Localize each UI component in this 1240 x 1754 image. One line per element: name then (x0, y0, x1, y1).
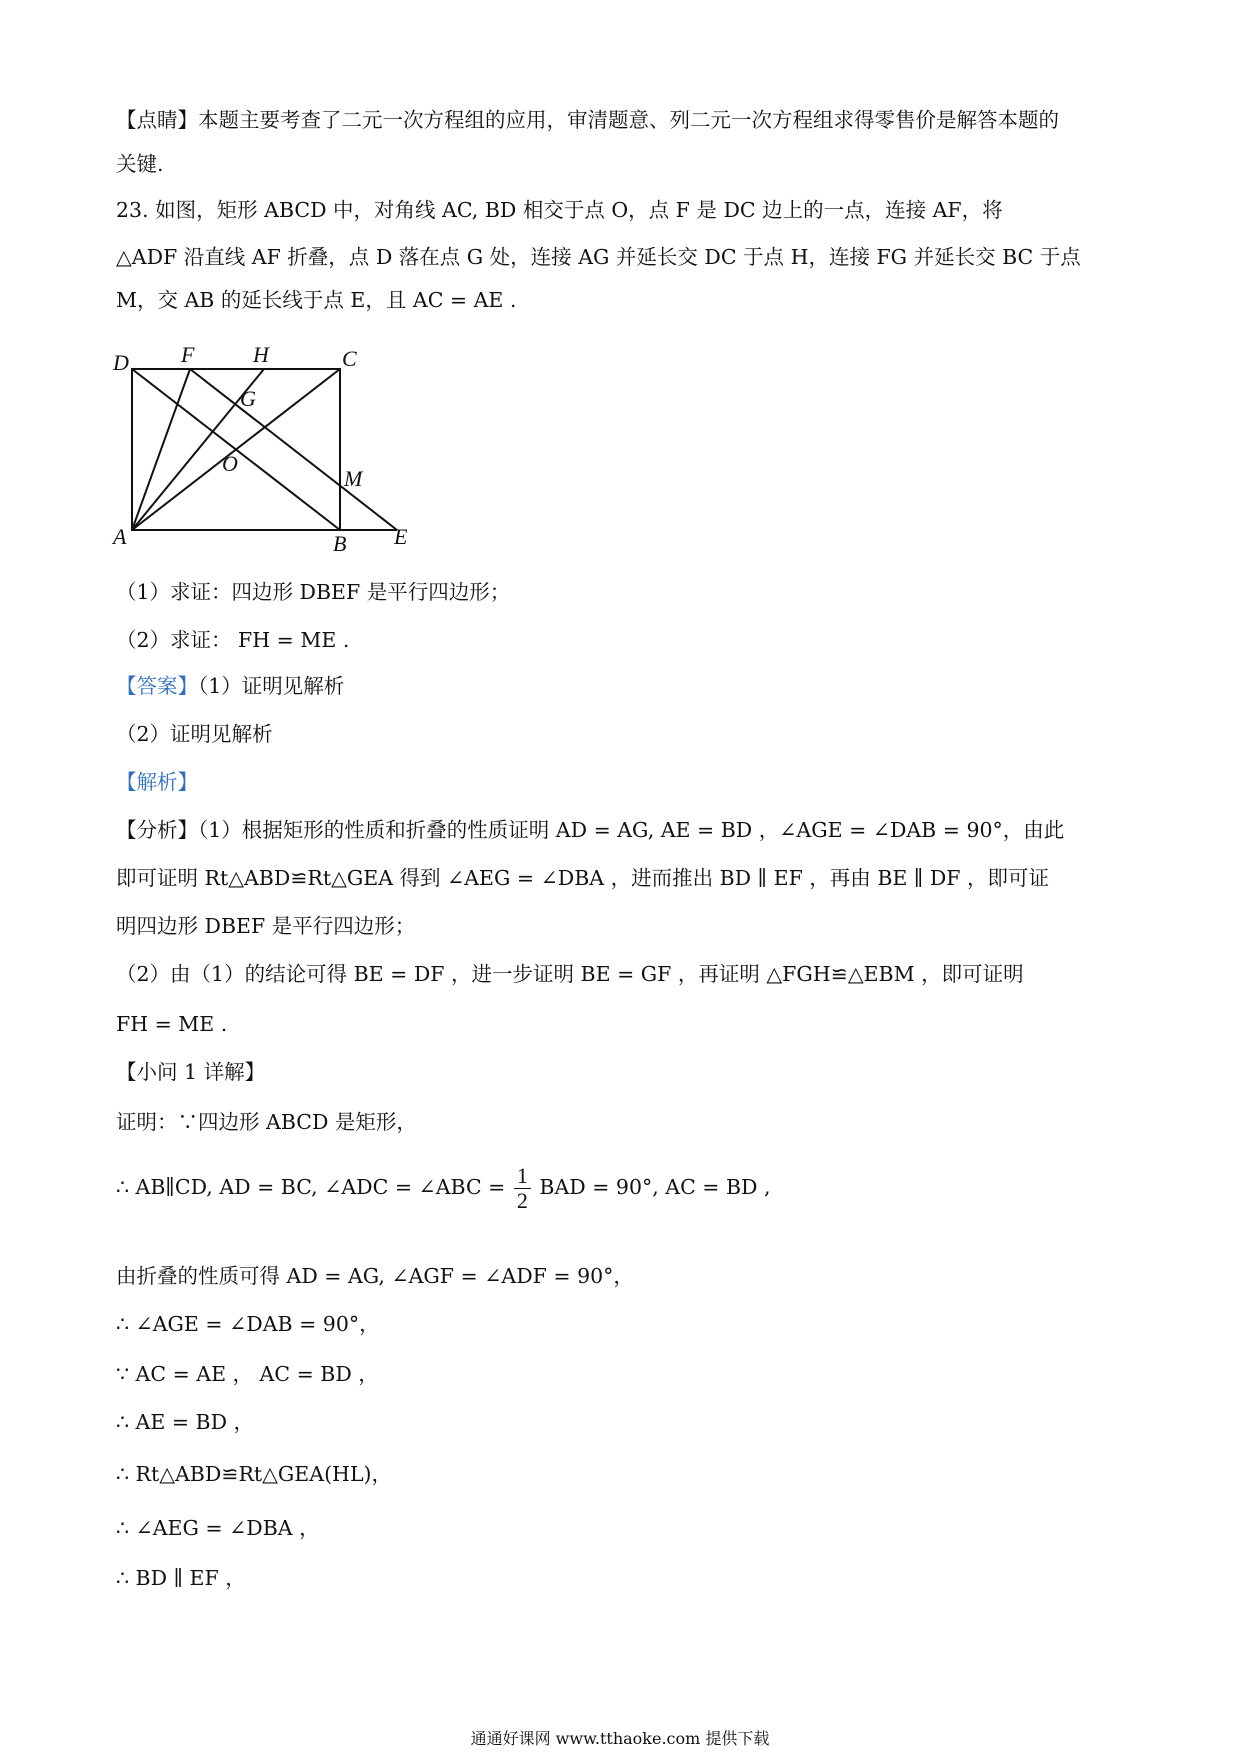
answer-line-2: （2）证明见解析 (116, 722, 273, 746)
fraction-denominator: 2 (516, 1188, 528, 1213)
proof-line-3: 由折叠的性质可得 AD = AG, ∠AGF = ∠ADF = 90°， (116, 1264, 634, 1288)
part-2-prompt: （2）求证： FH = ME . (116, 628, 350, 652)
fraction-numerator: 1 (514, 1164, 531, 1189)
question-23-line-3: M，交 AB 的延长线于点 E，且 AC = AE . (116, 288, 517, 312)
proof-line-9: ∴ BD ∥ EF ， (116, 1566, 246, 1590)
analysis-line-4: （2）由（1）的结论可得 BE = DF ，进一步证明 BE = GF ，再证明 △FGH≌△EBM ，即可证明 (116, 962, 1024, 986)
answer-line (116, 672, 344, 700)
label-g: G (240, 386, 256, 411)
answer-tag: 【答案】 (116, 674, 198, 698)
proof-line-5: ∵ AC = AE ， AC = BD ， (116, 1362, 379, 1386)
label-e: E (394, 524, 408, 549)
label-a: A (113, 524, 127, 549)
proof-line-8: ∴ ∠AEG = ∠DBA ， (116, 1516, 320, 1540)
label-c: C (342, 346, 357, 371)
analysis-line-2: 即可证明 Rt△ABD≌Rt△GEA 得到 ∠AEG = ∠DBA ，进而推出 BD ∥ EF ，再由 BE ∥ DF ，即可证 (116, 866, 1050, 890)
label-f: F (181, 342, 195, 367)
text-line: 关键. (116, 152, 164, 176)
segment-af (132, 369, 190, 530)
segment-fe (190, 369, 397, 530)
label-b: B (333, 531, 347, 556)
proof-line-1: 证明：∵四边形 ABCD 是矩形， (116, 1110, 417, 1134)
proof-line-2 (116, 1164, 771, 1213)
label-o: O (222, 451, 238, 476)
text-line: 【点睛】本题主要考查了二元一次方程组的应用，审清题意、列二元一次方程组求得零售价是解答本题的 (116, 108, 1059, 132)
analysis-line-5: FH = ME . (116, 1012, 228, 1036)
proof-text: BAD = 90°, AC = BD , (539, 1175, 771, 1199)
question-23-line-2: △ADF 沿直线 AF 折叠，点 D 落在点 G 处，连接 AG 并延长交 DC 于点 H，连接 FG 并延长交 BC 于点 (116, 245, 1081, 269)
label-m: M (344, 466, 363, 491)
page-footer: 通通好课网 www.tthaoke.com 提供下载 (470, 1729, 770, 1748)
label-d: D (113, 350, 129, 375)
proof-line-4: ∴ ∠AGE = ∠DAB = 90°， (116, 1312, 380, 1336)
analysis-tag: 【解析】 (116, 770, 198, 794)
question-23-line-1: 23. 如图，矩形 ABCD 中，对角线 AC, BD 相交于点 O，点 F 是 DC 边上的一点，连接 AF，将 (116, 198, 1003, 222)
geometry-figure (105, 340, 408, 560)
answer-text: （1）证明见解析 (198, 674, 345, 698)
subquestion-1-heading: 【小问 1 详解】 (116, 1060, 266, 1084)
fraction-one-half (514, 1164, 531, 1213)
proof-line-6: ∴ AE = BD ， (116, 1410, 255, 1434)
label-h: H (253, 342, 269, 367)
analysis-line-1: 【分析】（1）根据矩形的性质和折叠的性质证明 AD = AG, AE = BD ，∠AGE = ∠DAB = 90°，由此 (116, 818, 1065, 842)
proof-text: ∴ AB∥CD, AD = BC, ∠ADC = ∠ABC = (116, 1175, 506, 1199)
part-1-prompt: （1）求证：四边形 DBEF 是平行四边形； (116, 580, 511, 604)
proof-line-7: ∴ Rt△ABD≌Rt△GEA(HL)， (116, 1462, 393, 1486)
analysis-line-3: 明四边形 DBEF 是平行四边形； (116, 914, 416, 938)
